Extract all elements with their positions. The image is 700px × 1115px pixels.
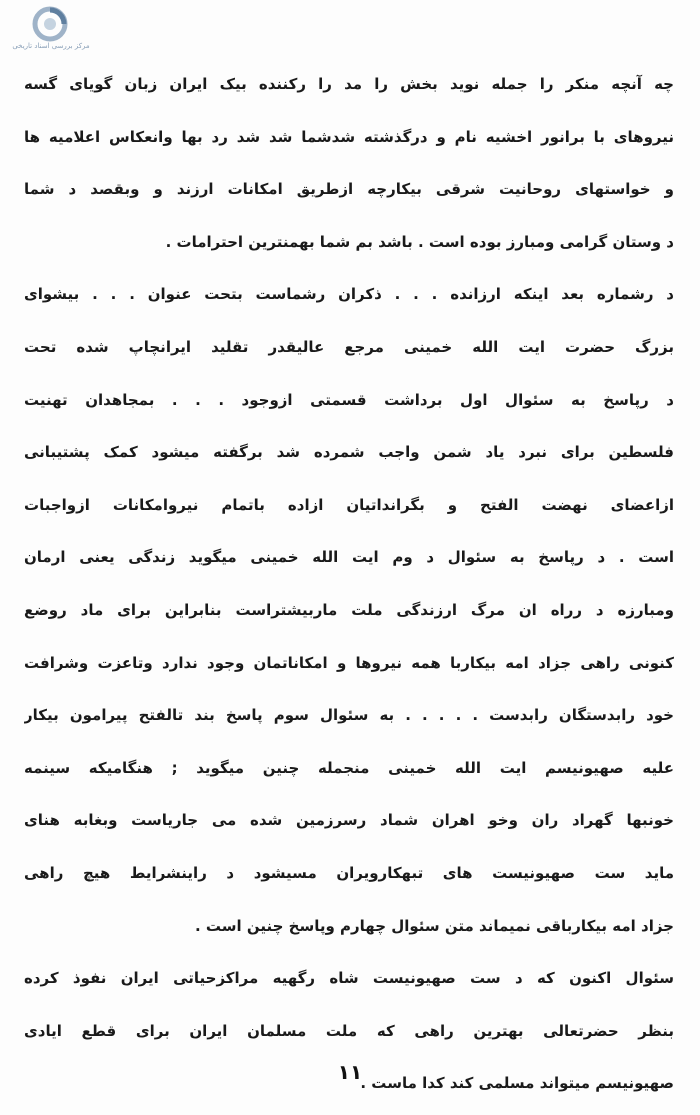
text-line: ومبارزه د رراه ان مرگ ارزندگی ملت ماربیشتراست بنابراین برای ماد روضع [24,600,674,619]
text-line: بنظر حضرتعالی بهترین راهی که ملت مسلمان ایران برای قطع ایادی [24,1021,674,1040]
text-line: چه آنچه منکر را جمله نوید بخش را مد را رکننده بیک ایران زبان گویای گسه [24,75,674,93]
text-line: بزرگ حضرت ایت الله خمینی مرجع عالیقدر تقلید ایرانچاپ شده تحت [24,337,674,356]
text-line: ازاعضای نهضت الفتح و بگرانداتیان ازاده باتمام نیروامکانات ازواجبات [24,495,674,514]
text-line: جزاد امه بیکارباقی نمیماند متن سئوال چهارم وپاسخ چنین است . [194,916,674,935]
text-line: فلسطین برای نبرد یاد شمن واجب شمرده شد برگفته میشود کمک پشتیبانی [24,443,674,462]
logo-text: مرکز بررسی اسناد تاریخی [12,42,90,50]
document-body [24,58,674,1110]
text-line: است . د رپاسخ به سئوال د وم ایت الله خمینی میگوید زندگی یعنی ارمان [24,548,674,567]
text-line: صهیونیسم میتواند مسلمی کند کدا ماست . [360,1074,674,1093]
text-line: نیروهای با برانور اخشیه نام و درگذشته شدشما شد شد رد بها وانعکاس اعلامیه ها [24,127,674,146]
text-line: د وستان گرامی ومبارز بوده است . باشد بم شما بهمنترین احترامات . [165,232,674,251]
text-line: خونبها گهراد ران وخو اهران شماد رسرزمین شده می جاریاست وبغابه هنای [24,811,674,830]
text-line: د رشماره بعد اینکه ارزانده . . . ذکران رشماست بتحت عنوان . . . بیشوای [24,285,674,304]
text-line: خود رابدستگان رابدست . . . . . به سئوال سوم پاسخ بند تالفتح پیرامون بیکار [24,706,674,725]
page-number: ۱۱ [337,1060,363,1084]
text-line: سئوال اکنون که د ست صهیونیست شاه رگهیه مراکزحیاتی ایران نفوذ کرده [24,969,674,988]
archive-logo [6,6,96,52]
text-line: علیه صهیونیسم ایت الله خمینی منجمله چنین میگوید ; هنگامیکه سینمه [24,758,674,777]
text-line: د رپاسخ به سئوال اول برداشت قسمتی ازوجود . . . بمجاهدان تهنیت [24,390,674,409]
text-line: کنونی راهی جزاد امه بیکاربا همه نیروها و امکاناتمان وجود ندارد وتاعزت وشرافت [24,653,674,672]
circular-emblem-icon [30,6,70,42]
text-line: ماید ست صهیونیست های تبهکارویران مسیشود د راینشرایط هیچ راهی [24,863,674,882]
text-line: و خواستهای روحانیت شرقی بیکارچه ازطریق امکانات ارزند و وبقصد د شما [24,180,674,199]
